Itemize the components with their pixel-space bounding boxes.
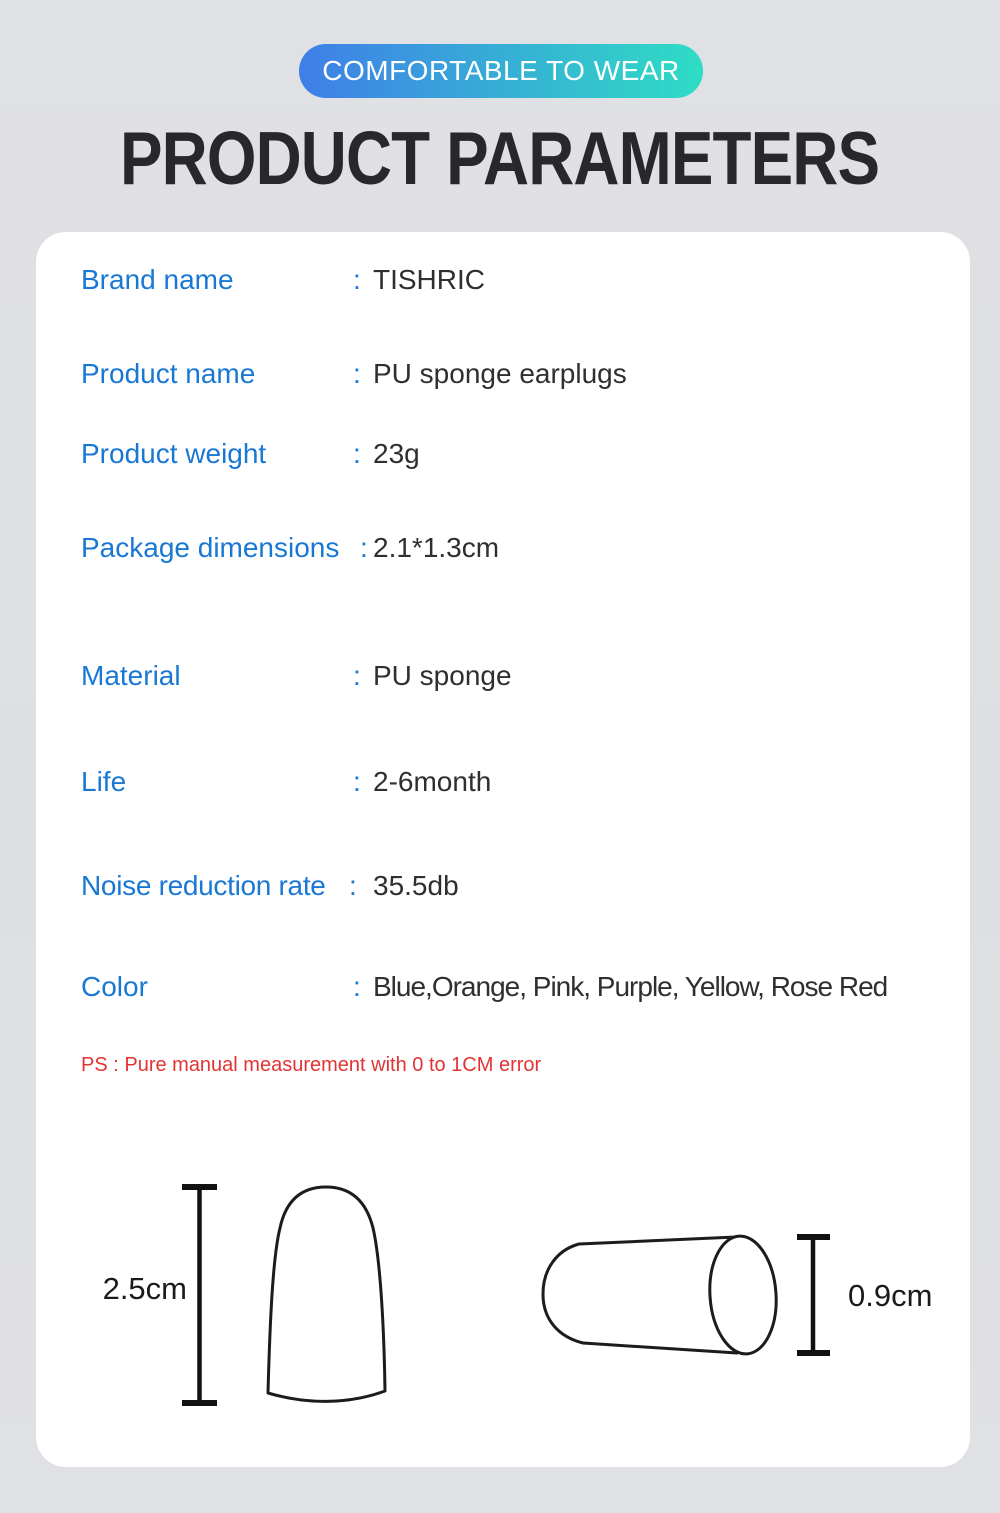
parameter-colon: :	[353, 358, 361, 389]
parameter-label: Material	[81, 660, 181, 691]
parameter-colon: :	[349, 870, 357, 901]
parameter-row-package-dimensions	[36, 530, 970, 566]
parameter-colon: :	[353, 264, 361, 295]
parameter-value: TISHRIC	[373, 264, 485, 295]
parameter-colon: :	[353, 660, 361, 691]
parameter-value: PU sponge earplugs	[373, 358, 627, 389]
parameter-row-color	[36, 969, 970, 1005]
parameters-card	[36, 232, 970, 1467]
cylinder-outline	[543, 1234, 780, 1356]
parameter-colon: :	[353, 971, 361, 1002]
parameter-row-material	[36, 658, 970, 694]
parameter-value: 2.1*1.3cm	[373, 532, 500, 563]
parameter-row-brand-name	[36, 262, 970, 298]
parameter-row-product-weight	[36, 436, 970, 472]
parameter-value: 23g	[373, 438, 420, 469]
parameter-row-noise-reduction-rate	[36, 868, 970, 904]
parameter-row-product-name	[36, 356, 970, 392]
earplug-side-outline	[268, 1187, 385, 1401]
parameter-label: Noise reduction rate	[81, 870, 326, 901]
height-measure-line	[182, 1187, 217, 1403]
parameter-value: PU sponge	[373, 660, 512, 691]
comfort-badge	[299, 44, 703, 98]
parameter-label: Product name	[81, 358, 256, 389]
parameter-value: 35.5db	[373, 870, 459, 901]
parameter-label: Brand name	[81, 264, 234, 295]
page-title	[0, 116, 1000, 200]
parameter-label: Package dimensions	[81, 532, 340, 563]
parameter-label: Product weight	[81, 438, 267, 469]
diameter-dimension-label: 0.9cm	[848, 1278, 933, 1313]
comfort-badge-label: COMFORTABLE TO WEAR	[322, 55, 680, 86]
parameter-colon: :	[353, 438, 361, 469]
parameter-label: Color	[81, 971, 148, 1002]
parameter-label: Life	[81, 766, 127, 797]
parameter-row-life	[36, 764, 970, 800]
diameter-measure-line	[797, 1237, 830, 1353]
page-title-text: PRODUCT PARAMETERS	[120, 116, 880, 200]
parameter-value: 2-6month	[373, 766, 492, 797]
height-dimension-label: 2.5cm	[102, 1271, 187, 1306]
parameter-colon: :	[360, 532, 368, 563]
parameter-colon: :	[353, 766, 361, 797]
measurement-note: PS : Pure manual measurement with 0 to 1CM error	[81, 1054, 542, 1076]
parameter-value: Blue,Orange, Pink, Purple, Yellow, Rose Red	[373, 971, 888, 1002]
